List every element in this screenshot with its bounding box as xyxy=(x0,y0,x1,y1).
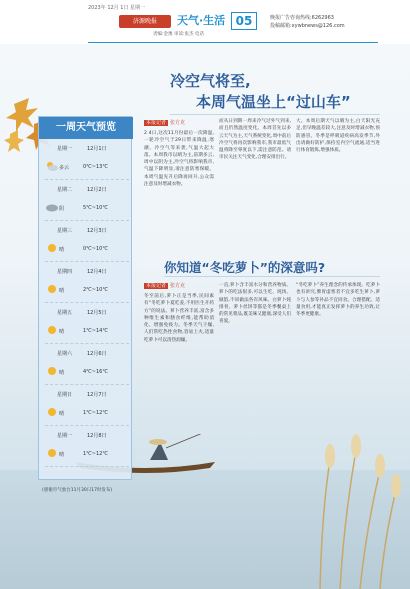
issue-date: 2023年 12月 1日 星期一 xyxy=(88,5,146,11)
sunny-icon xyxy=(45,280,59,292)
article2-divider xyxy=(164,276,380,277)
day-date: 12月1日 xyxy=(87,146,107,152)
day-date: 12月4日 xyxy=(87,269,107,275)
article1-divider xyxy=(170,114,380,115)
day-date: 12月8日 xyxy=(87,433,107,439)
day-date: 12月6日 xyxy=(87,351,107,357)
section-title: 天气·生活 xyxy=(177,14,226,27)
ad-phone: 晚报广告咨询热线:6262963 xyxy=(270,15,334,21)
byline-name: 张方克 xyxy=(170,283,186,289)
sunny-icon xyxy=(45,362,59,374)
weather-condition: 晴 xyxy=(59,370,65,376)
row-divider xyxy=(45,384,129,385)
weather-condition: 晴 xyxy=(59,247,65,253)
weather-day-row xyxy=(45,186,129,224)
weekday-label: 星期一 xyxy=(57,146,73,152)
weather-condition: 阴 xyxy=(59,206,65,212)
weather-condition: 晴 xyxy=(59,411,65,417)
weekday-label: 星期三 xyxy=(57,228,73,234)
weather-panel-title: 一周天气预览 xyxy=(39,117,133,139)
header-divider xyxy=(88,42,378,43)
day-date: 12月7日 xyxy=(87,392,107,398)
temperature-range: 2℃~10℃ xyxy=(83,287,108,293)
overcast-icon xyxy=(45,198,59,210)
row-divider xyxy=(45,466,129,467)
page-number: 05 xyxy=(231,12,257,30)
weekday-label: 星期一 xyxy=(57,433,73,439)
reeds-illustration xyxy=(300,420,410,589)
article1-column-2: 而从日到期一周来冷气过外气到来,而且仍然温度变化。本周首先以多云天气为主,天气系统变化,周中前后冷空气将再次影响我市,我市最低气温将降至零度以下,需注意防范。请市民关注天气变化,合理安排出行。 xyxy=(219,119,291,161)
newspaper-logo: 济源晚报 xyxy=(119,15,171,28)
byline-tag: 本报记者 xyxy=(146,120,167,126)
article1-column-1: 2 4日,这次11月份最后一次降温,一轮冷空气于29日带来降温,寒潮、冷空气等来袭,气温大起大落。本周我市以晴为主,前期多云,周中以阴为主,冷空气将影响我市,气温下降明显,请注意防寒保暖。本周气温先升后降再回升,公众需注意及时增减衣物。 xyxy=(144,131,214,188)
row-divider xyxy=(45,425,129,426)
article1-headline-line1: 冷空气将至, xyxy=(170,72,251,90)
submission-email: 投稿邮箱:xywbnews@126.com xyxy=(270,23,345,29)
weather-condition: 晴 xyxy=(59,288,65,294)
weather-source-note: (感谢市气象台11月30日17时发布) xyxy=(42,488,113,493)
weather-condition: 晴 xyxy=(59,452,65,458)
temperature-range: 1℃~14℃ xyxy=(83,328,108,334)
article2-column-3: “冬吃萝卜”养生理念的传承体现。吃萝卜也有讲究,脾胃虚寒者不宜多吃生萝卜,萝卜与人参等补品不宜同食。合理搭配、适量食用,才能真正发挥萝卜的养生功效,让冬季更健康。 xyxy=(296,283,380,318)
cloudy-icon xyxy=(45,157,59,169)
contact-info xyxy=(270,14,345,30)
row-divider xyxy=(45,261,129,262)
weather-day-row xyxy=(45,391,129,429)
day-date: 12月2日 xyxy=(87,187,107,193)
article2-headline: 你知道“冬吃萝卜”的深意吗? xyxy=(164,260,326,275)
article1-column-3: 大。本周后期天气以晴为主,白天阳光充足,但早晚温差较大,注意及时增减衣物,预防感冒。冬季是呼吸道疾病高发季节,外出请做好防护,保持室内空气流通,适当进行体育锻炼,增强体质。 xyxy=(296,119,380,154)
temperature-range: 0℃~10℃ xyxy=(83,246,108,252)
temperature-range: 1℃~12℃ xyxy=(83,451,108,457)
weather-day-row xyxy=(45,309,129,347)
weekday-label: 星期二 xyxy=(57,187,73,193)
row-divider xyxy=(45,343,129,344)
row-divider xyxy=(45,302,129,303)
sunny-icon xyxy=(45,403,59,415)
weather-day-row xyxy=(45,145,129,183)
day-date: 12月5日 xyxy=(87,310,107,316)
weather-day-row xyxy=(45,350,129,388)
byline-tag: 本报记者 xyxy=(146,283,167,289)
weather-day-row xyxy=(45,227,129,265)
article2-column-2: 一直,萝卜含丰富水分和营养物质。萝卜的吃法很多,可以生吃、炖汤、做馅,不同做法各有风味。白萝卜炖排骨、萝卜丝饼等都是冬季餐桌上的常见菜品,既美味又健康,深受人们喜爱。 xyxy=(219,283,291,325)
sunny-icon xyxy=(45,321,59,333)
weekday-label: 星期日 xyxy=(57,392,73,398)
sunny-icon xyxy=(45,444,59,456)
weather-condition: 多云 xyxy=(59,165,70,171)
weekday-label: 星期四 xyxy=(57,269,73,275)
weekly-weather-panel xyxy=(38,116,132,480)
weather-condition: 晴 xyxy=(59,329,65,335)
row-divider xyxy=(45,179,129,180)
article2-column-1: 冬至前后,萝卜正是当季,民间素有“冬吃萝卜夏吃姜,不用医生开药方”的说法。萝卜营养丰富,富含多种维生素和膳食纤维,能帮助消化、增强免疫力。冬季天气干燥,人们常吃热性食物,容易上火,适量吃萝卜可以清热润燥。 xyxy=(144,294,214,343)
temperature-range: 5℃~10℃ xyxy=(83,205,108,211)
temperature-range: 0℃~13℃ xyxy=(83,164,108,170)
article1-byline xyxy=(144,119,185,126)
weather-day-row xyxy=(45,268,129,306)
page-header xyxy=(0,0,410,44)
day-date: 12月3日 xyxy=(87,228,107,234)
article1-headline-line2: 本周气温坐上“过山车” xyxy=(196,93,351,111)
temperature-range: 4℃~16℃ xyxy=(83,369,108,375)
sunny-icon xyxy=(45,239,59,251)
editor-info: 责编:金豫 审读:张杰 电话 xyxy=(153,32,204,37)
weather-day-row xyxy=(45,432,129,470)
weekday-label: 星期五 xyxy=(57,310,73,316)
byline-name: 张方克 xyxy=(170,120,186,126)
article2-byline xyxy=(144,282,185,289)
weekday-label: 星期六 xyxy=(57,351,73,357)
row-divider xyxy=(45,220,129,221)
temperature-range: 1℃~12℃ xyxy=(83,410,108,416)
